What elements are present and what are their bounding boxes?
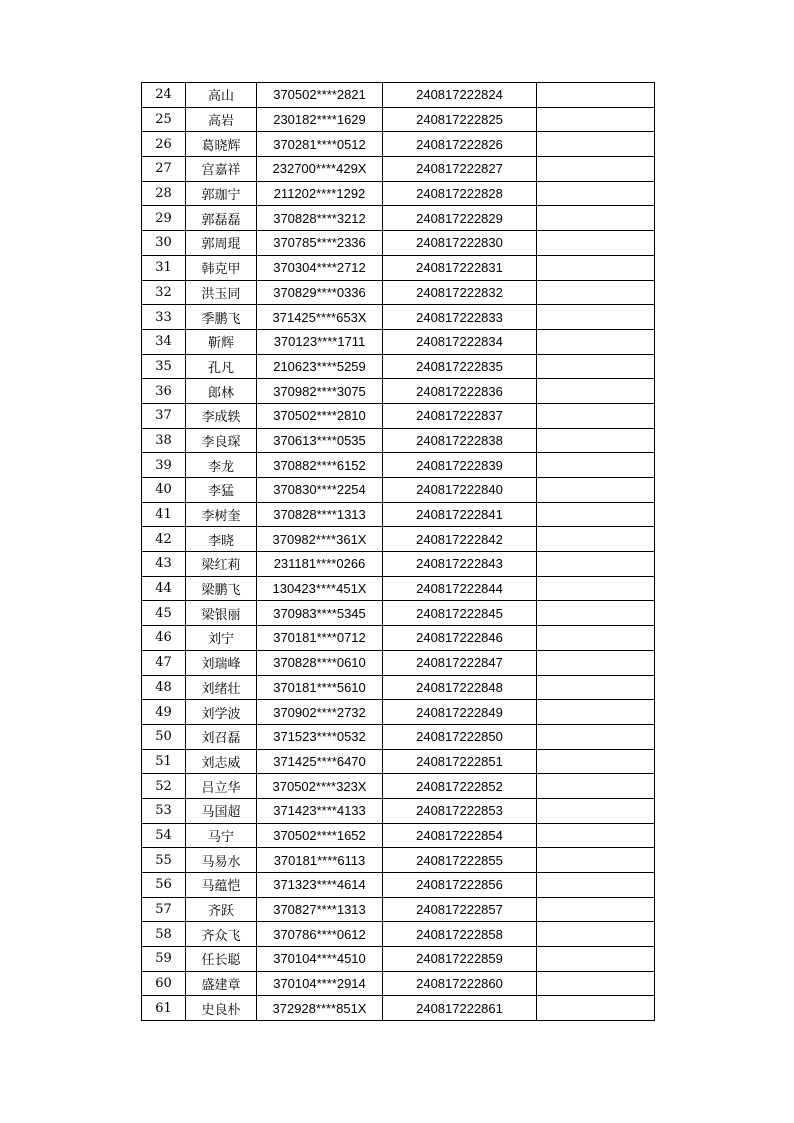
row-number: 58 [142,922,186,947]
candidate-name: 马宁 [186,823,257,848]
candidate-name: 刘召磊 [186,724,257,749]
candidate-name: 孔凡 [186,354,257,379]
id-number: 370304****2712 [257,255,383,280]
table-row [142,354,655,379]
table-row [142,255,655,280]
remark-cell [537,379,655,404]
remark-cell [537,823,655,848]
id-number: 370830****2254 [257,478,383,503]
row-number: 45 [142,601,186,626]
ticket-number: 240817222838 [383,428,537,453]
ticket-number: 240817222860 [383,971,537,996]
ticket-number: 240817222847 [383,650,537,675]
table-row [142,157,655,182]
remark-cell [537,329,655,354]
id-number: 371425****6470 [257,749,383,774]
candidate-name: 刘学波 [186,700,257,725]
table-row [142,552,655,577]
id-number: 370104****2914 [257,971,383,996]
remark-cell [537,848,655,873]
remark-cell [537,626,655,651]
row-number: 43 [142,552,186,577]
remark-cell [537,552,655,577]
table-row [142,527,655,552]
ticket-number: 240817222854 [383,823,537,848]
ticket-number: 240817222837 [383,403,537,428]
ticket-number: 240817222824 [383,83,537,108]
id-number: 370902****2732 [257,700,383,725]
table-row [142,478,655,503]
id-number: 372928****851X [257,996,383,1021]
remark-cell [537,724,655,749]
remark-cell [537,873,655,898]
id-number: 370281****0512 [257,132,383,157]
row-number: 59 [142,947,186,972]
row-number: 61 [142,996,186,1021]
ticket-number: 240817222835 [383,354,537,379]
remark-cell [537,650,655,675]
candidate-name: 刘绪壮 [186,675,257,700]
row-number: 54 [142,823,186,848]
ticket-number: 240817222852 [383,774,537,799]
row-number: 47 [142,650,186,675]
table-row [142,502,655,527]
candidate-name: 齐跃 [186,897,257,922]
remark-cell [537,996,655,1021]
remark-cell [537,749,655,774]
candidate-name: 李成轶 [186,403,257,428]
id-number: 370785****2336 [257,231,383,256]
row-number: 52 [142,774,186,799]
ticket-number: 240817222829 [383,206,537,231]
ticket-number: 240817222833 [383,305,537,330]
candidate-name: 马易水 [186,848,257,873]
candidate-name: 梁鹏飞 [186,576,257,601]
id-number: 370827****1313 [257,897,383,922]
remark-cell [537,428,655,453]
table-row [142,329,655,354]
ticket-number: 240817222853 [383,798,537,823]
id-number: 370613****0535 [257,428,383,453]
id-number: 370828****0610 [257,650,383,675]
candidate-name: 郭磊磊 [186,206,257,231]
table-row [142,601,655,626]
id-number: 370829****0336 [257,280,383,305]
row-number: 40 [142,478,186,503]
table-row [142,403,655,428]
candidate-name: 李树奎 [186,502,257,527]
remark-cell [537,527,655,552]
row-number: 48 [142,675,186,700]
candidate-name: 洪玉同 [186,280,257,305]
row-number: 24 [142,83,186,108]
table-row [142,724,655,749]
candidate-name: 李猛 [186,478,257,503]
remark-cell [537,897,655,922]
remark-cell [537,403,655,428]
remark-cell [537,453,655,478]
row-number: 51 [142,749,186,774]
remark-cell [537,675,655,700]
id-number: 370502****1652 [257,823,383,848]
id-number: 370104****4510 [257,947,383,972]
row-number: 57 [142,897,186,922]
candidate-name: 李龙 [186,453,257,478]
id-number: 370502****323X [257,774,383,799]
id-number: 370181****6113 [257,848,383,873]
ticket-number: 240817222846 [383,626,537,651]
ticket-number: 240817222855 [383,848,537,873]
table-row [142,428,655,453]
ticket-number: 240817222839 [383,453,537,478]
id-number: 211202****1292 [257,181,383,206]
row-number: 37 [142,403,186,428]
candidate-name: 郭周琨 [186,231,257,256]
table-row [142,107,655,132]
remark-cell [537,576,655,601]
remark-cell [537,83,655,108]
ticket-number: 240817222832 [383,280,537,305]
ticket-number: 240817222834 [383,329,537,354]
candidate-name: 吕立华 [186,774,257,799]
candidate-name: 高岩 [186,107,257,132]
ticket-number: 240817222843 [383,552,537,577]
table-row [142,231,655,256]
table-row [142,379,655,404]
candidate-name: 郎林 [186,379,257,404]
candidate-name: 韩克甲 [186,255,257,280]
roster-table [141,82,655,1021]
remark-cell [537,107,655,132]
table-row [142,798,655,823]
remark-cell [537,774,655,799]
ticket-number: 240817222851 [383,749,537,774]
remark-cell [537,502,655,527]
table-row [142,83,655,108]
id-number: 370123****1711 [257,329,383,354]
table-row [142,305,655,330]
id-number: 370882****6152 [257,453,383,478]
ticket-number: 240817222831 [383,255,537,280]
table-row [142,700,655,725]
table-row [142,181,655,206]
id-number: 210623****5259 [257,354,383,379]
row-number: 27 [142,157,186,182]
table-row [142,280,655,305]
row-number: 39 [142,453,186,478]
row-number: 26 [142,132,186,157]
table-row [142,626,655,651]
candidate-name: 马国超 [186,798,257,823]
id-number: 371323****4614 [257,873,383,898]
row-number: 44 [142,576,186,601]
row-number: 29 [142,206,186,231]
table-row [142,675,655,700]
remark-cell [537,947,655,972]
remark-cell [537,700,655,725]
row-number: 38 [142,428,186,453]
remark-cell [537,157,655,182]
roster-body [142,83,655,1021]
candidate-name: 李晓 [186,527,257,552]
remark-cell [537,231,655,256]
row-number: 42 [142,527,186,552]
id-number: 370502****2821 [257,83,383,108]
row-number: 34 [142,329,186,354]
table-row [142,971,655,996]
id-number: 371425****653X [257,305,383,330]
ticket-number: 240817222848 [383,675,537,700]
id-number: 370181****0712 [257,626,383,651]
ticket-number: 240817222841 [383,502,537,527]
candidate-name: 任长聪 [186,947,257,972]
row-number: 46 [142,626,186,651]
remark-cell [537,255,655,280]
table-row [142,774,655,799]
row-number: 55 [142,848,186,873]
ticket-number: 240817222844 [383,576,537,601]
ticket-number: 240817222858 [383,922,537,947]
candidate-name: 刘志威 [186,749,257,774]
candidate-name: 盛建章 [186,971,257,996]
id-number: 370502****2810 [257,403,383,428]
row-number: 53 [142,798,186,823]
row-number: 50 [142,724,186,749]
table-row [142,873,655,898]
id-number: 230182****1629 [257,107,383,132]
remark-cell [537,280,655,305]
remark-cell [537,601,655,626]
remark-cell [537,922,655,947]
ticket-number: 240817222856 [383,873,537,898]
candidate-name: 靳辉 [186,329,257,354]
ticket-number: 240817222845 [383,601,537,626]
ticket-number: 240817222859 [383,947,537,972]
remark-cell [537,354,655,379]
id-number: 370181****5610 [257,675,383,700]
row-number: 60 [142,971,186,996]
table-row [142,576,655,601]
id-number: 370982****361X [257,527,383,552]
candidate-name: 梁红莉 [186,552,257,577]
id-number: 130423****451X [257,576,383,601]
ticket-number: 240817222836 [383,379,537,404]
table-row [142,823,655,848]
id-number: 370828****1313 [257,502,383,527]
candidate-name: 葛晓辉 [186,132,257,157]
row-number: 36 [142,379,186,404]
ticket-number: 240817222850 [383,724,537,749]
remark-cell [537,305,655,330]
candidate-name: 郭珈宁 [186,181,257,206]
candidate-name: 季鹏飞 [186,305,257,330]
table-row [142,206,655,231]
table-row [142,996,655,1021]
remark-cell [537,478,655,503]
row-number: 30 [142,231,186,256]
ticket-number: 240817222861 [383,996,537,1021]
id-number: 370983****5345 [257,601,383,626]
table-row [142,848,655,873]
remark-cell [537,798,655,823]
table-row [142,749,655,774]
candidate-name: 刘瑞峰 [186,650,257,675]
ticket-number: 240817222826 [383,132,537,157]
candidate-name: 史良朴 [186,996,257,1021]
row-number: 32 [142,280,186,305]
row-number: 56 [142,873,186,898]
table-row [142,650,655,675]
remark-cell [537,132,655,157]
row-number: 35 [142,354,186,379]
id-number: 371423****4133 [257,798,383,823]
row-number: 28 [142,181,186,206]
table-row [142,132,655,157]
ticket-number: 240817222828 [383,181,537,206]
row-number: 25 [142,107,186,132]
id-number: 231181****0266 [257,552,383,577]
candidate-name: 宫嘉祥 [186,157,257,182]
table-row [142,453,655,478]
id-number: 370828****3212 [257,206,383,231]
table-row [142,922,655,947]
remark-cell [537,206,655,231]
candidate-name: 梁银丽 [186,601,257,626]
ticket-number: 240817222857 [383,897,537,922]
remark-cell [537,181,655,206]
table-row [142,947,655,972]
ticket-number: 240817222840 [383,478,537,503]
row-number: 33 [142,305,186,330]
row-number: 49 [142,700,186,725]
candidate-name: 李良琛 [186,428,257,453]
row-number: 41 [142,502,186,527]
table-row [142,897,655,922]
row-number: 31 [142,255,186,280]
ticket-number: 240817222842 [383,527,537,552]
candidate-name: 齐众飞 [186,922,257,947]
id-number: 232700****429X [257,157,383,182]
ticket-number: 240817222849 [383,700,537,725]
id-number: 370786****0612 [257,922,383,947]
candidate-name: 马蕴恺 [186,873,257,898]
id-number: 370982****3075 [257,379,383,404]
id-number: 371523****0532 [257,724,383,749]
ticket-number: 240817222827 [383,157,537,182]
ticket-number: 240817222830 [383,231,537,256]
candidate-name: 高山 [186,83,257,108]
remark-cell [537,971,655,996]
candidate-name: 刘宁 [186,626,257,651]
ticket-number: 240817222825 [383,107,537,132]
